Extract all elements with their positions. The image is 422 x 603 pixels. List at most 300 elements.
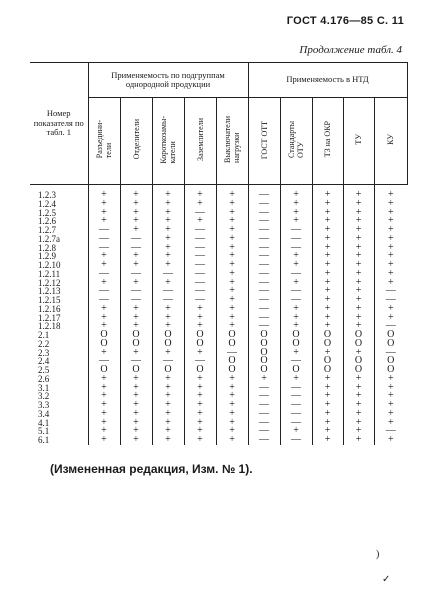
applicability-cell: — <box>184 209 216 218</box>
table-row <box>30 217 407 226</box>
applicability-cell: О <box>280 366 312 375</box>
applicability-cell: — <box>280 287 312 296</box>
applicability-cell: + <box>88 436 120 445</box>
applicability-cell: + <box>120 305 152 314</box>
group-header-ntd: Применяемость в НТД <box>248 63 407 98</box>
applicability-cell: + <box>280 349 312 358</box>
applicability-cell: + <box>280 375 312 384</box>
row-number: 1.2.10 <box>38 260 61 270</box>
applicability-cell: + <box>216 419 248 428</box>
column-header <box>216 98 248 185</box>
row-number: 2.6 <box>38 373 50 384</box>
applicability-cell: — <box>184 252 216 261</box>
applicability-cell: — <box>184 357 216 366</box>
applicability-cell: + <box>120 209 152 218</box>
applicability-cell: — <box>152 296 184 305</box>
applicability-cell: + <box>374 226 407 235</box>
applicability-cell: О <box>343 331 374 340</box>
applicability-cell: — <box>248 392 280 401</box>
column-header <box>88 98 120 185</box>
applicability-cell: + <box>152 191 184 200</box>
applicability-cell: + <box>120 314 152 323</box>
applicability-cell: + <box>280 305 312 314</box>
applicability-cell: — <box>152 357 184 366</box>
table-row <box>30 410 407 419</box>
row-number: 3.2 <box>38 391 50 402</box>
column-header-label: Выключатели нагрузки <box>223 116 241 164</box>
applicability-cell: + <box>312 226 343 235</box>
applicability-cell: + <box>280 322 312 331</box>
applicability-cell: + <box>374 279 407 288</box>
table-row <box>30 349 407 358</box>
applicability-cell: + <box>343 384 374 393</box>
applicability-cell: + <box>312 244 343 253</box>
row-number: 1.2.8 <box>38 242 56 253</box>
applicability-cell: + <box>152 427 184 436</box>
table-row <box>30 392 407 401</box>
applicability-cell: + <box>312 217 343 226</box>
applicability-cell: + <box>343 314 374 323</box>
applicability-cell: О <box>88 366 120 375</box>
applicability-cell: — <box>374 427 407 436</box>
applicability-cell: + <box>343 287 374 296</box>
applicability-cell: О <box>374 366 407 375</box>
applicability-cell: + <box>312 209 343 218</box>
applicability-cell: + <box>343 270 374 279</box>
applicability-cell: + <box>184 401 216 410</box>
table-row <box>30 314 407 323</box>
table-row <box>30 191 407 200</box>
table-row <box>30 305 407 314</box>
applicability-cell: + <box>152 235 184 244</box>
table-row <box>30 366 407 375</box>
applicability-cell: + <box>152 226 184 235</box>
applicability-cell: + <box>120 191 152 200</box>
row-number: 2.2 <box>38 338 50 349</box>
applicability-cell: + <box>152 217 184 226</box>
applicability-cell: + <box>216 209 248 218</box>
applicability-cell: О <box>312 331 343 340</box>
applicability-cell: + <box>343 419 374 428</box>
applicability-cell: — <box>216 349 248 358</box>
applicability-cell: — <box>248 235 280 244</box>
applicability-cell: + <box>374 410 407 419</box>
applicability-cell: + <box>216 261 248 270</box>
applicability-cell: + <box>152 375 184 384</box>
applicability-cell: + <box>343 392 374 401</box>
table-row <box>30 244 407 253</box>
applicability-cell: — <box>248 261 280 270</box>
applicability-cell: + <box>216 410 248 419</box>
group-header-products: Применяемость по подгруппам однородной продукции <box>88 63 248 98</box>
applicability-cell: + <box>120 410 152 419</box>
column-header <box>120 98 152 185</box>
applicability-cell: + <box>280 427 312 436</box>
row-number: 1.2.6 <box>38 216 56 227</box>
applicability-table <box>30 62 408 445</box>
applicability-cell: + <box>280 217 312 226</box>
applicability-cell: + <box>88 375 120 384</box>
column-header-label: ТУ <box>354 134 364 145</box>
column-header-label: Стандарты ОТУ <box>287 121 306 159</box>
applicability-cell: — <box>280 419 312 428</box>
applicability-cell: О <box>248 340 280 349</box>
applicability-cell: — <box>248 314 280 323</box>
applicability-cell: + <box>280 261 312 270</box>
applicability-cell: + <box>374 191 407 200</box>
applicability-cell: + <box>343 235 374 244</box>
column-header <box>152 98 184 185</box>
applicability-cell: + <box>152 436 184 445</box>
applicability-cell: + <box>184 419 216 428</box>
applicability-cell: О <box>88 340 120 349</box>
applicability-cell: О <box>120 340 152 349</box>
applicability-cell: + <box>374 217 407 226</box>
applicability-cell: + <box>88 279 120 288</box>
applicability-cell: О <box>248 349 280 358</box>
table-row <box>30 200 407 209</box>
applicability-cell: + <box>343 217 374 226</box>
row-number: 1.2.5 <box>38 207 56 218</box>
applicability-cell: + <box>374 270 407 279</box>
column-header <box>248 98 280 185</box>
row-number: 1.2.7а <box>38 233 60 244</box>
row-number: 1.2.7 <box>38 225 56 235</box>
applicability-cell: О <box>343 340 374 349</box>
applicability-cell: + <box>216 305 248 314</box>
applicability-cell: — <box>248 419 280 428</box>
applicability-cell: + <box>374 209 407 218</box>
table-row <box>30 296 407 305</box>
applicability-cell: + <box>120 436 152 445</box>
applicability-cell: + <box>152 401 184 410</box>
applicability-cell: О <box>152 340 184 349</box>
applicability-cell: + <box>88 384 120 393</box>
applicability-cell: + <box>312 322 343 331</box>
applicability-cell: + <box>343 427 374 436</box>
applicability-cell: + <box>216 392 248 401</box>
applicability-cell: + <box>343 436 374 445</box>
table-row <box>30 427 407 436</box>
applicability-cell: + <box>216 322 248 331</box>
applicability-cell: + <box>216 314 248 323</box>
table-row <box>30 279 407 288</box>
applicability-cell: — <box>184 287 216 296</box>
applicability-cell: + <box>312 296 343 305</box>
applicability-cell: — <box>248 410 280 419</box>
applicability-cell: + <box>88 392 120 401</box>
row-number: 2.5 <box>38 365 50 375</box>
table-row <box>30 331 407 340</box>
applicability-cell: — <box>248 252 280 261</box>
applicability-cell: + <box>88 252 120 261</box>
applicability-cell: — <box>184 244 216 253</box>
applicability-cell: О <box>88 331 120 340</box>
column-header <box>312 98 343 185</box>
applicability-cell: + <box>343 226 374 235</box>
applicability-cell: О <box>312 340 343 349</box>
applicability-cell: + <box>88 349 120 358</box>
applicability-cell: + <box>216 287 248 296</box>
applicability-cell: + <box>216 279 248 288</box>
applicability-cell: + <box>374 436 407 445</box>
applicability-cell: + <box>152 419 184 428</box>
applicability-cell: + <box>312 279 343 288</box>
applicability-cell: — <box>248 436 280 445</box>
applicability-cell: — <box>280 384 312 393</box>
applicability-cell: — <box>248 322 280 331</box>
table-row <box>30 384 407 393</box>
row-number-header: Номер показателя по табл. 1 <box>30 63 88 185</box>
applicability-cell: + <box>152 392 184 401</box>
applicability-cell: + <box>374 314 407 323</box>
table-row <box>30 375 407 384</box>
table-row <box>30 235 407 244</box>
applicability-cell: + <box>120 419 152 428</box>
applicability-cell: + <box>152 244 184 253</box>
applicability-cell: — <box>248 226 280 235</box>
applicability-cell: — <box>184 261 216 270</box>
applicability-cell: О <box>280 340 312 349</box>
applicability-cell: — <box>184 279 216 288</box>
applicability-cell: О <box>280 331 312 340</box>
applicability-cell: — <box>184 270 216 279</box>
applicability-cell: — <box>280 401 312 410</box>
applicability-cell: + <box>120 252 152 261</box>
row-number: 1.2.16 <box>38 303 61 314</box>
applicability-cell: + <box>312 401 343 410</box>
table-continuation-label: Продолжение табл. 4 <box>299 44 402 56</box>
applicability-cell: + <box>184 384 216 393</box>
table-row <box>30 322 407 331</box>
applicability-cell: + <box>184 314 216 323</box>
applicability-cell: + <box>216 375 248 384</box>
applicability-cell: — <box>248 244 280 253</box>
applicability-cell: — <box>88 235 120 244</box>
applicability-cell: — <box>280 244 312 253</box>
applicability-cell: О <box>184 340 216 349</box>
applicability-cell: + <box>184 217 216 226</box>
applicability-cell: + <box>120 349 152 358</box>
applicability-cell: — <box>248 217 280 226</box>
row-number: 3.3 <box>38 400 50 410</box>
applicability-cell: + <box>184 200 216 209</box>
column-header-label: Разъедини- тели <box>95 120 113 159</box>
applicability-cell: + <box>280 191 312 200</box>
applicability-cell: — <box>280 392 312 401</box>
row-number: 1.2.18 <box>38 321 61 332</box>
applicability-cell: — <box>280 357 312 366</box>
applicability-cell: — <box>88 244 120 253</box>
applicability-cell: — <box>374 322 407 331</box>
amendment-note: (Измененная редакция, Изм. № 1). <box>50 462 253 476</box>
applicability-cell: + <box>280 314 312 323</box>
applicability-cell: + <box>152 322 184 331</box>
applicability-cell: + <box>280 252 312 261</box>
applicability-cell: — <box>374 287 407 296</box>
applicability-cell: + <box>120 401 152 410</box>
applicability-cell: — <box>88 270 120 279</box>
applicability-cell: + <box>216 384 248 393</box>
applicability-cell: + <box>374 305 407 314</box>
applicability-cell: + <box>152 252 184 261</box>
applicability-cell: + <box>312 261 343 270</box>
applicability-cell: + <box>343 349 374 358</box>
applicability-cell: — <box>120 287 152 296</box>
applicability-cell: + <box>374 384 407 393</box>
applicability-cell: — <box>280 226 312 235</box>
applicability-cell: + <box>88 200 120 209</box>
table-row <box>30 401 407 410</box>
page-header: ГОСТ 4.176—85 С. 11 <box>286 15 404 27</box>
applicability-cell: — <box>88 357 120 366</box>
applicability-cell: + <box>312 375 343 384</box>
applicability-cell: + <box>216 296 248 305</box>
applicability-cell: — <box>120 244 152 253</box>
table-row <box>30 287 407 296</box>
applicability-cell: О <box>216 357 248 366</box>
column-header-label: ГОСТ ОТТ <box>259 120 269 159</box>
applicability-cell: + <box>280 279 312 288</box>
applicability-cell: + <box>374 244 407 253</box>
applicability-cell: + <box>374 375 407 384</box>
applicability-cell: + <box>216 427 248 436</box>
applicability-cell: + <box>343 209 374 218</box>
applicability-cell: О <box>184 366 216 375</box>
applicability-cell: — <box>374 349 407 358</box>
applicability-cell: + <box>120 322 152 331</box>
applicability-cell: О <box>248 366 280 375</box>
row-number: 1.2.17 <box>38 312 61 323</box>
applicability-cell: + <box>312 410 343 419</box>
table-row <box>30 419 407 428</box>
applicability-cell: + <box>343 410 374 419</box>
applicability-cell: О <box>248 331 280 340</box>
applicability-cell: + <box>343 200 374 209</box>
applicability-cell: + <box>312 200 343 209</box>
applicability-cell: + <box>88 322 120 331</box>
applicability-cell: + <box>312 384 343 393</box>
applicability-cell: + <box>120 427 152 436</box>
applicability-cell: + <box>374 235 407 244</box>
applicability-cell: + <box>88 419 120 428</box>
table-row <box>30 357 407 366</box>
applicability-cell: + <box>312 392 343 401</box>
table-row <box>30 209 407 218</box>
applicability-cell: — <box>88 296 120 305</box>
applicability-cell: — <box>248 401 280 410</box>
scan-mark-paren: ) <box>376 549 380 560</box>
table-row <box>30 226 407 235</box>
table-row <box>30 252 407 261</box>
applicability-cell: О <box>184 331 216 340</box>
applicability-cell: О <box>216 340 248 349</box>
applicability-cell: — <box>88 226 120 235</box>
applicability-cell: О <box>312 357 343 366</box>
applicability-cell: — <box>152 287 184 296</box>
scan-mark-check: ✓ <box>382 574 391 585</box>
column-header <box>280 98 312 185</box>
applicability-cell: — <box>248 296 280 305</box>
applicability-cell: + <box>152 200 184 209</box>
applicability-cell: — <box>374 296 407 305</box>
applicability-cell: — <box>248 209 280 218</box>
column-header <box>374 98 407 185</box>
applicability-cell: + <box>312 314 343 323</box>
applicability-cell: — <box>280 296 312 305</box>
applicability-cell: + <box>216 244 248 253</box>
applicability-cell: + <box>216 436 248 445</box>
applicability-cell: + <box>88 305 120 314</box>
row-number: 1.2.12 <box>38 277 61 288</box>
applicability-cell: — <box>184 226 216 235</box>
applicability-cell: — <box>248 427 280 436</box>
column-header-label: Короткозамы- катели <box>159 115 177 164</box>
applicability-cell: + <box>120 392 152 401</box>
table-row <box>30 270 407 279</box>
applicability-cell: О <box>120 366 152 375</box>
applicability-cell: О <box>374 340 407 349</box>
applicability-cell: + <box>152 261 184 270</box>
applicability-cell: + <box>374 252 407 261</box>
applicability-cell: + <box>374 419 407 428</box>
row-number: 1.2.3 <box>38 190 56 200</box>
applicability-cell: + <box>152 314 184 323</box>
column-header <box>184 98 216 185</box>
applicability-cell: — <box>280 270 312 279</box>
applicability-cell: — <box>248 384 280 393</box>
applicability-cell: — <box>280 436 312 445</box>
applicability-cell: + <box>88 217 120 226</box>
applicability-cell: + <box>280 209 312 218</box>
applicability-cell: + <box>152 305 184 314</box>
applicability-cell: + <box>343 322 374 331</box>
applicability-cell: О <box>216 331 248 340</box>
applicability-cell: + <box>88 410 120 419</box>
applicability-cell: + <box>88 314 120 323</box>
column-header-label: Отделители <box>131 119 141 160</box>
applicability-cell: + <box>312 419 343 428</box>
applicability-cell: + <box>312 349 343 358</box>
row-number: 3.1 <box>38 382 50 393</box>
applicability-cell: О <box>216 366 248 375</box>
applicability-cell: + <box>184 392 216 401</box>
applicability-cell: + <box>152 209 184 218</box>
applicability-cell: + <box>216 401 248 410</box>
applicability-cell: + <box>88 427 120 436</box>
applicability-cell: — <box>88 287 120 296</box>
applicability-cell: О <box>343 357 374 366</box>
applicability-cell: — <box>280 410 312 419</box>
applicability-cell: + <box>312 191 343 200</box>
applicability-cell: + <box>343 305 374 314</box>
applicability-cell: + <box>184 322 216 331</box>
row-number: 1.2.9 <box>38 251 56 262</box>
applicability-cell: + <box>216 191 248 200</box>
row-number: 1.2.15 <box>38 295 61 305</box>
applicability-cell: + <box>152 384 184 393</box>
applicability-cell: + <box>88 191 120 200</box>
table-row <box>30 261 407 270</box>
applicability-cell: + <box>343 261 374 270</box>
applicability-cell: + <box>120 279 152 288</box>
applicability-cell: + <box>120 261 152 270</box>
applicability-cell: — <box>184 235 216 244</box>
applicability-cell: — <box>248 279 280 288</box>
applicability-cell: + <box>312 287 343 296</box>
applicability-cell: + <box>343 244 374 253</box>
applicability-cell: + <box>248 375 280 384</box>
